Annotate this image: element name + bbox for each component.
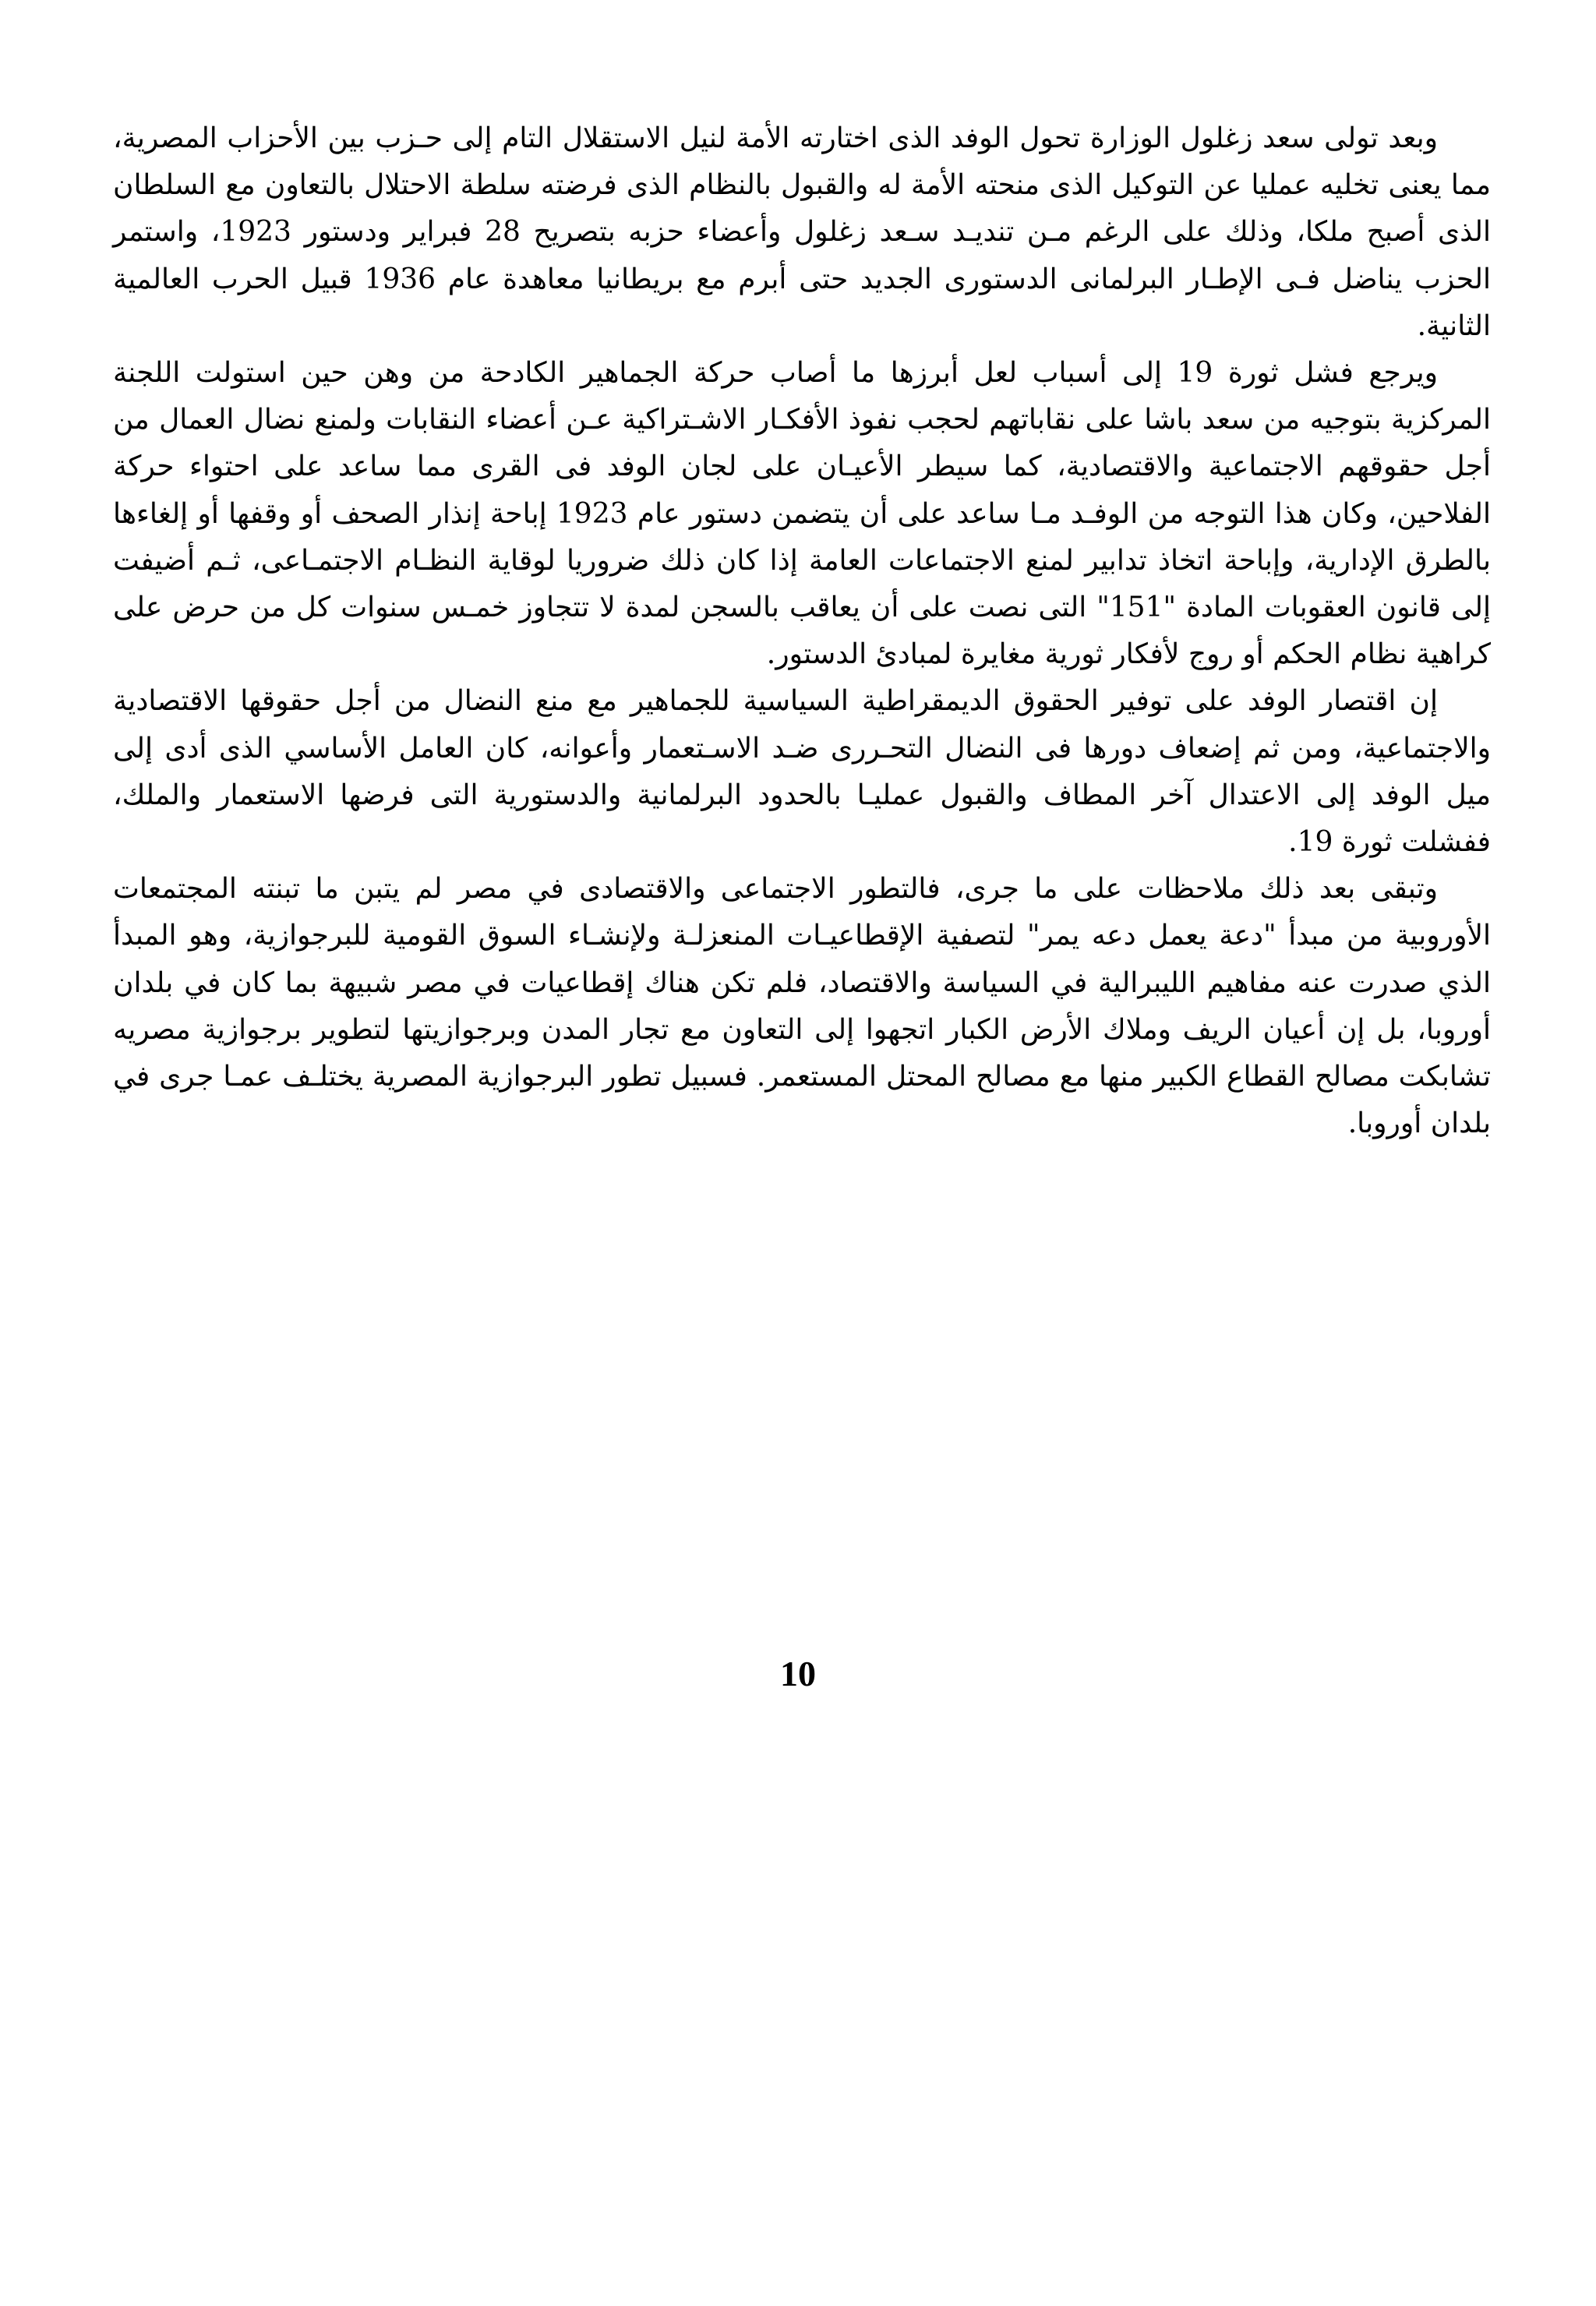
- body-text: [113, 115, 1491, 1147]
- page-number: 10: [780, 1654, 816, 1693]
- paragraph-2: ويرجع فشل ثورة 19 إلى أسباب لعل أبرزها ما أصاب حركة الجماهير الكادحة من وهن حين استولت اللجنة المركزية بتوجيه من سعد باشا على نقاباتهم لحجب نفوذ الأفكـار الاشـتراكية عـن أعضاء النقابات ولمنع نضال العمال من أجل حقوقهم الاجتماعية والاقتصادية، كما سيطر الأعيـان على لجان الوفد فى القرى مما ساعد على احتواء حركة الفلاحين، وكان هذا التوجه من الوفـد مـا ساعد على أن يتضمن دستور عام 1923 إباحة إنذار الصحف أو وقفها أو إلغاءها بالطرق الإدارية، وإباحة اتخاذ تدابير لمنع الاجتماعات العامة إذا كان ذلك ضروريا لوقاية النظـام الاجتمـاعى، ثـم أضيفت إلى قانون العقوبات المادة "151" التى نصت على أن يعاقب بالسجن لمدة لا تتجاوز خمـس سنوات كل من حرض على كراهية نظام الحكم أو روج لأفكار ثورية مغايرة لمبادئ الدستور.: [113, 357, 1491, 671]
- paragraph-4: وتبقى بعد ذلك ملاحظات على ما جرى، فالتطور الاجتماعى والاقتصادى في مصر لم يتبن ما تبنته المجتمعات الأوروبية من مبدأ "دعة يعمل دعه يمر" لتصفية الإقطاعيـات المنعزلـة ولإنشـاء السوق القومية للبرجوازية، وهو المبدأ الذي صدرت عنه مفاهيم الليبرالية في السياسة والاقتصاد، فلم تكن هناك إقطاعيات في مصر شبيهة بما كان في بلدان أوروبا، بل إن أعيان الريف وملاك الأرض الكبار اتجهوا إلى التعاون مع تجار المدن وبرجوازيتها لتطوير برجوازية مصريه تشابكت مصالح القطاع الكبير منها مع مصالح المحتل المستعمر. فسبيل تطور البرجوازية المصرية يختلـف عمـا جرى في بلدان أوروبا.: [113, 873, 1491, 1140]
- paragraph-3: إن اقتصار الوفد على توفير الحقوق الديمقراطية السياسية للجماهير مع منع النضال من أجل حقوقها الاقتصادية والاجتماعية، ومن ثم إضعاف دورها فى النضال التحـررى ضـد الاسـتعمار وأعوانه، كان العامل الأساسي الذى أدى إلى ميل الوفد إلى الاعتدال آخر المطاف والقبول عمليـا بالحدود البرلمانية والدستورية التى فرضها الاستعمار والملك، ففشلت ثورة 19.: [113, 685, 1491, 859]
- paragraph-1: وبعد تولى سعد زغلول الوزارة تحول الوفد الذى اختارته الأمة لنيل الاستقلال التام إلى حـزب بين الأحزاب المصرية، مما يعنى تخليه عمليا عن التوكيل الذى منحته الأمة له والقبول بالنظام الذى فرضته سلطة الاحتلال بالتعاون مع السلطان الذى أصبح ملكا، وذلك على الرغم مـن تنديـد سـعد زغلول وأعضاء حزبه بتصريح 28 فبراير ودستور 1923، واستمر الحزب يناضل فـى الإطـار البرلمانى الدستورى الجديد حتى أبرم مع بريطانيا معاهدة عام 1936 قبيل الحرب العالمية الثانية.: [113, 122, 1492, 342]
